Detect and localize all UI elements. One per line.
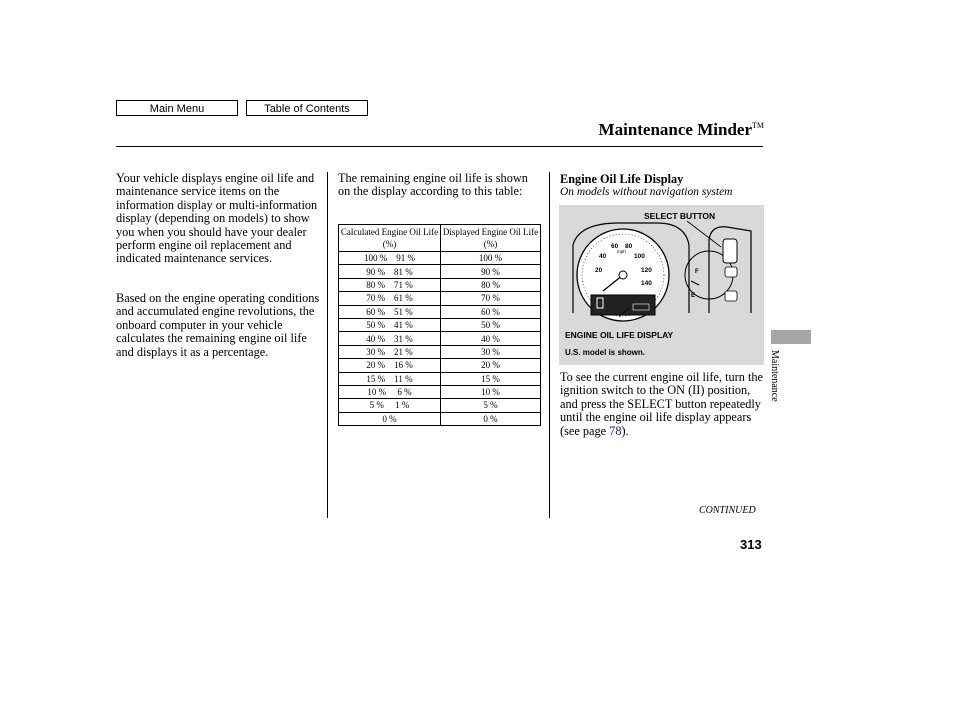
gauge-unit: mph [617, 249, 626, 254]
title-rule [116, 146, 763, 147]
table-header-row [339, 225, 541, 252]
page-78-link[interactable]: 78 [609, 423, 622, 438]
calculated-oil-life-cell: 20 % 16 % [339, 359, 441, 372]
gauge-number-20: 20 [595, 267, 603, 274]
table-row [339, 412, 541, 425]
reset-button-icon [725, 267, 737, 277]
section-tab-text: Maintenance [769, 350, 780, 402]
main-menu-button[interactable]: Main Menu [116, 100, 238, 116]
displayed-oil-life-cell: 60 % [441, 305, 541, 318]
page-title [599, 120, 764, 140]
fuel-empty-mark: E [691, 293, 696, 299]
table-intro-paragraph: The remaining engine oil life is shown on the display according to this table: [338, 171, 528, 199]
gauge-number-40: 40 [599, 253, 607, 260]
select-button-label: SELECT BUTTON [644, 211, 716, 221]
table-row [339, 292, 541, 305]
page-title-text: Maintenance Minder [598, 120, 752, 139]
displayed-oil-life-cell: 30 % [441, 345, 541, 358]
displayed-oil-life-cell: 20 % [441, 359, 541, 372]
calculated-oil-life-cell: 60 % 51 % [339, 305, 441, 318]
displayed-oil-life-cell: 10 % [441, 385, 541, 398]
table-of-contents-button[interactable]: Table of Contents [246, 100, 368, 116]
column-divider-1 [327, 172, 328, 518]
table-row [339, 305, 541, 318]
calculated-oil-life-cell: 5 % 1 % [339, 399, 441, 412]
section-subnote: On models without navigation system [560, 186, 733, 198]
displayed-oil-life-cell: 70 % [441, 292, 541, 305]
calculated-oil-life-cell: 40 % 31 % [339, 332, 441, 345]
displayed-oil-life-cell: 40 % [441, 332, 541, 345]
page-number: 313 [740, 537, 762, 552]
table-row [339, 252, 541, 265]
gauge-number-100: 100 [634, 253, 645, 260]
oil-life-table [338, 224, 541, 426]
displayed-oil-life-cell: 0 % [441, 412, 541, 425]
calculated-oil-life-cell: 90 % 81 % [339, 265, 441, 278]
gauge-number-60: 60 [611, 243, 619, 250]
calculated-oil-life-cell: 15 % 11 % [339, 372, 441, 385]
calculation-paragraph: Based on the engine operating conditions and accumulated engine revolutions, the onboard computer in your vehicle calculates the remaining engine oil life and displays it as a percentage. [116, 291, 320, 359]
table-row [339, 385, 541, 398]
calculated-oil-life-cell: 80 % 71 % [339, 278, 441, 291]
gauge-number-80: 80 [625, 243, 633, 250]
instructions-text: To see the current engine oil life, turn the ignition switch to the ON (II) position, and press the SELECT button repeatedly until the engine oil life display appears (see page [560, 370, 763, 438]
trip-button-icon [725, 291, 737, 301]
instructions-paragraph [560, 371, 765, 438]
instrument-panel-illustration [559, 205, 764, 365]
displayed-oil-life-cell: 80 % [441, 278, 541, 291]
displayed-oil-life-cell: 90 % [441, 265, 541, 278]
calculated-oil-life-cell: 70 % 61 % [339, 292, 441, 305]
select-button-icon [723, 239, 737, 263]
table-row [339, 399, 541, 412]
displayed-oil-life-cell: 15 % [441, 372, 541, 385]
header-displayed: Displayed Engine Oil Life (%) [441, 225, 541, 252]
oil-life-table-body [339, 252, 541, 426]
section-tab-marker [771, 330, 811, 344]
trademark-mark: TM [752, 121, 764, 130]
column-divider-2 [549, 172, 550, 518]
table-row [339, 332, 541, 345]
intro-paragraph: Your vehicle displays engine oil life and maintenance service items on the information display or multi-information display (depending on models) to show you when you should have your dealer perform engine oil replacement and indicated maintenance services. [116, 171, 318, 266]
instrument-panel-figure [559, 205, 764, 365]
table-row [339, 372, 541, 385]
fuel-needle [691, 281, 699, 285]
engine-oil-life-display-label: ENGINE OIL LIFE DISPLAY [565, 330, 674, 340]
calculated-oil-life-cell: 30 % 21 % [339, 345, 441, 358]
gauge-number-140: 140 [641, 280, 652, 287]
needle-hub [619, 271, 627, 279]
fuel-full-mark: F [695, 269, 699, 275]
table-row [339, 265, 541, 278]
calculated-oil-life-cell: 10 % 6 % [339, 385, 441, 398]
calculated-oil-life-cell: 50 % 41 % [339, 318, 441, 331]
select-pointer-line [687, 221, 721, 247]
gauge-number-120: 120 [641, 267, 652, 274]
section-tab-label [768, 350, 782, 440]
displayed-oil-life-cell: 100 % [441, 252, 541, 265]
table-row [339, 359, 541, 372]
displayed-oil-life-cell: 50 % [441, 318, 541, 331]
table-row [339, 345, 541, 358]
section-heading: Engine Oil Life Display [560, 172, 684, 186]
header-calculated: Calculated Engine Oil Life (%) [339, 225, 441, 252]
model-note: U.S. model is shown. [565, 348, 646, 357]
table-row [339, 278, 541, 291]
table-row [339, 318, 541, 331]
continued-note: CONTINUED [699, 505, 756, 516]
displayed-oil-life-cell: 5 % [441, 399, 541, 412]
instructions-text-end: ). [621, 423, 629, 438]
calculated-oil-life-cell: 100 % 91 % [339, 252, 441, 265]
calculated-oil-life-cell: 0 % [339, 412, 441, 425]
